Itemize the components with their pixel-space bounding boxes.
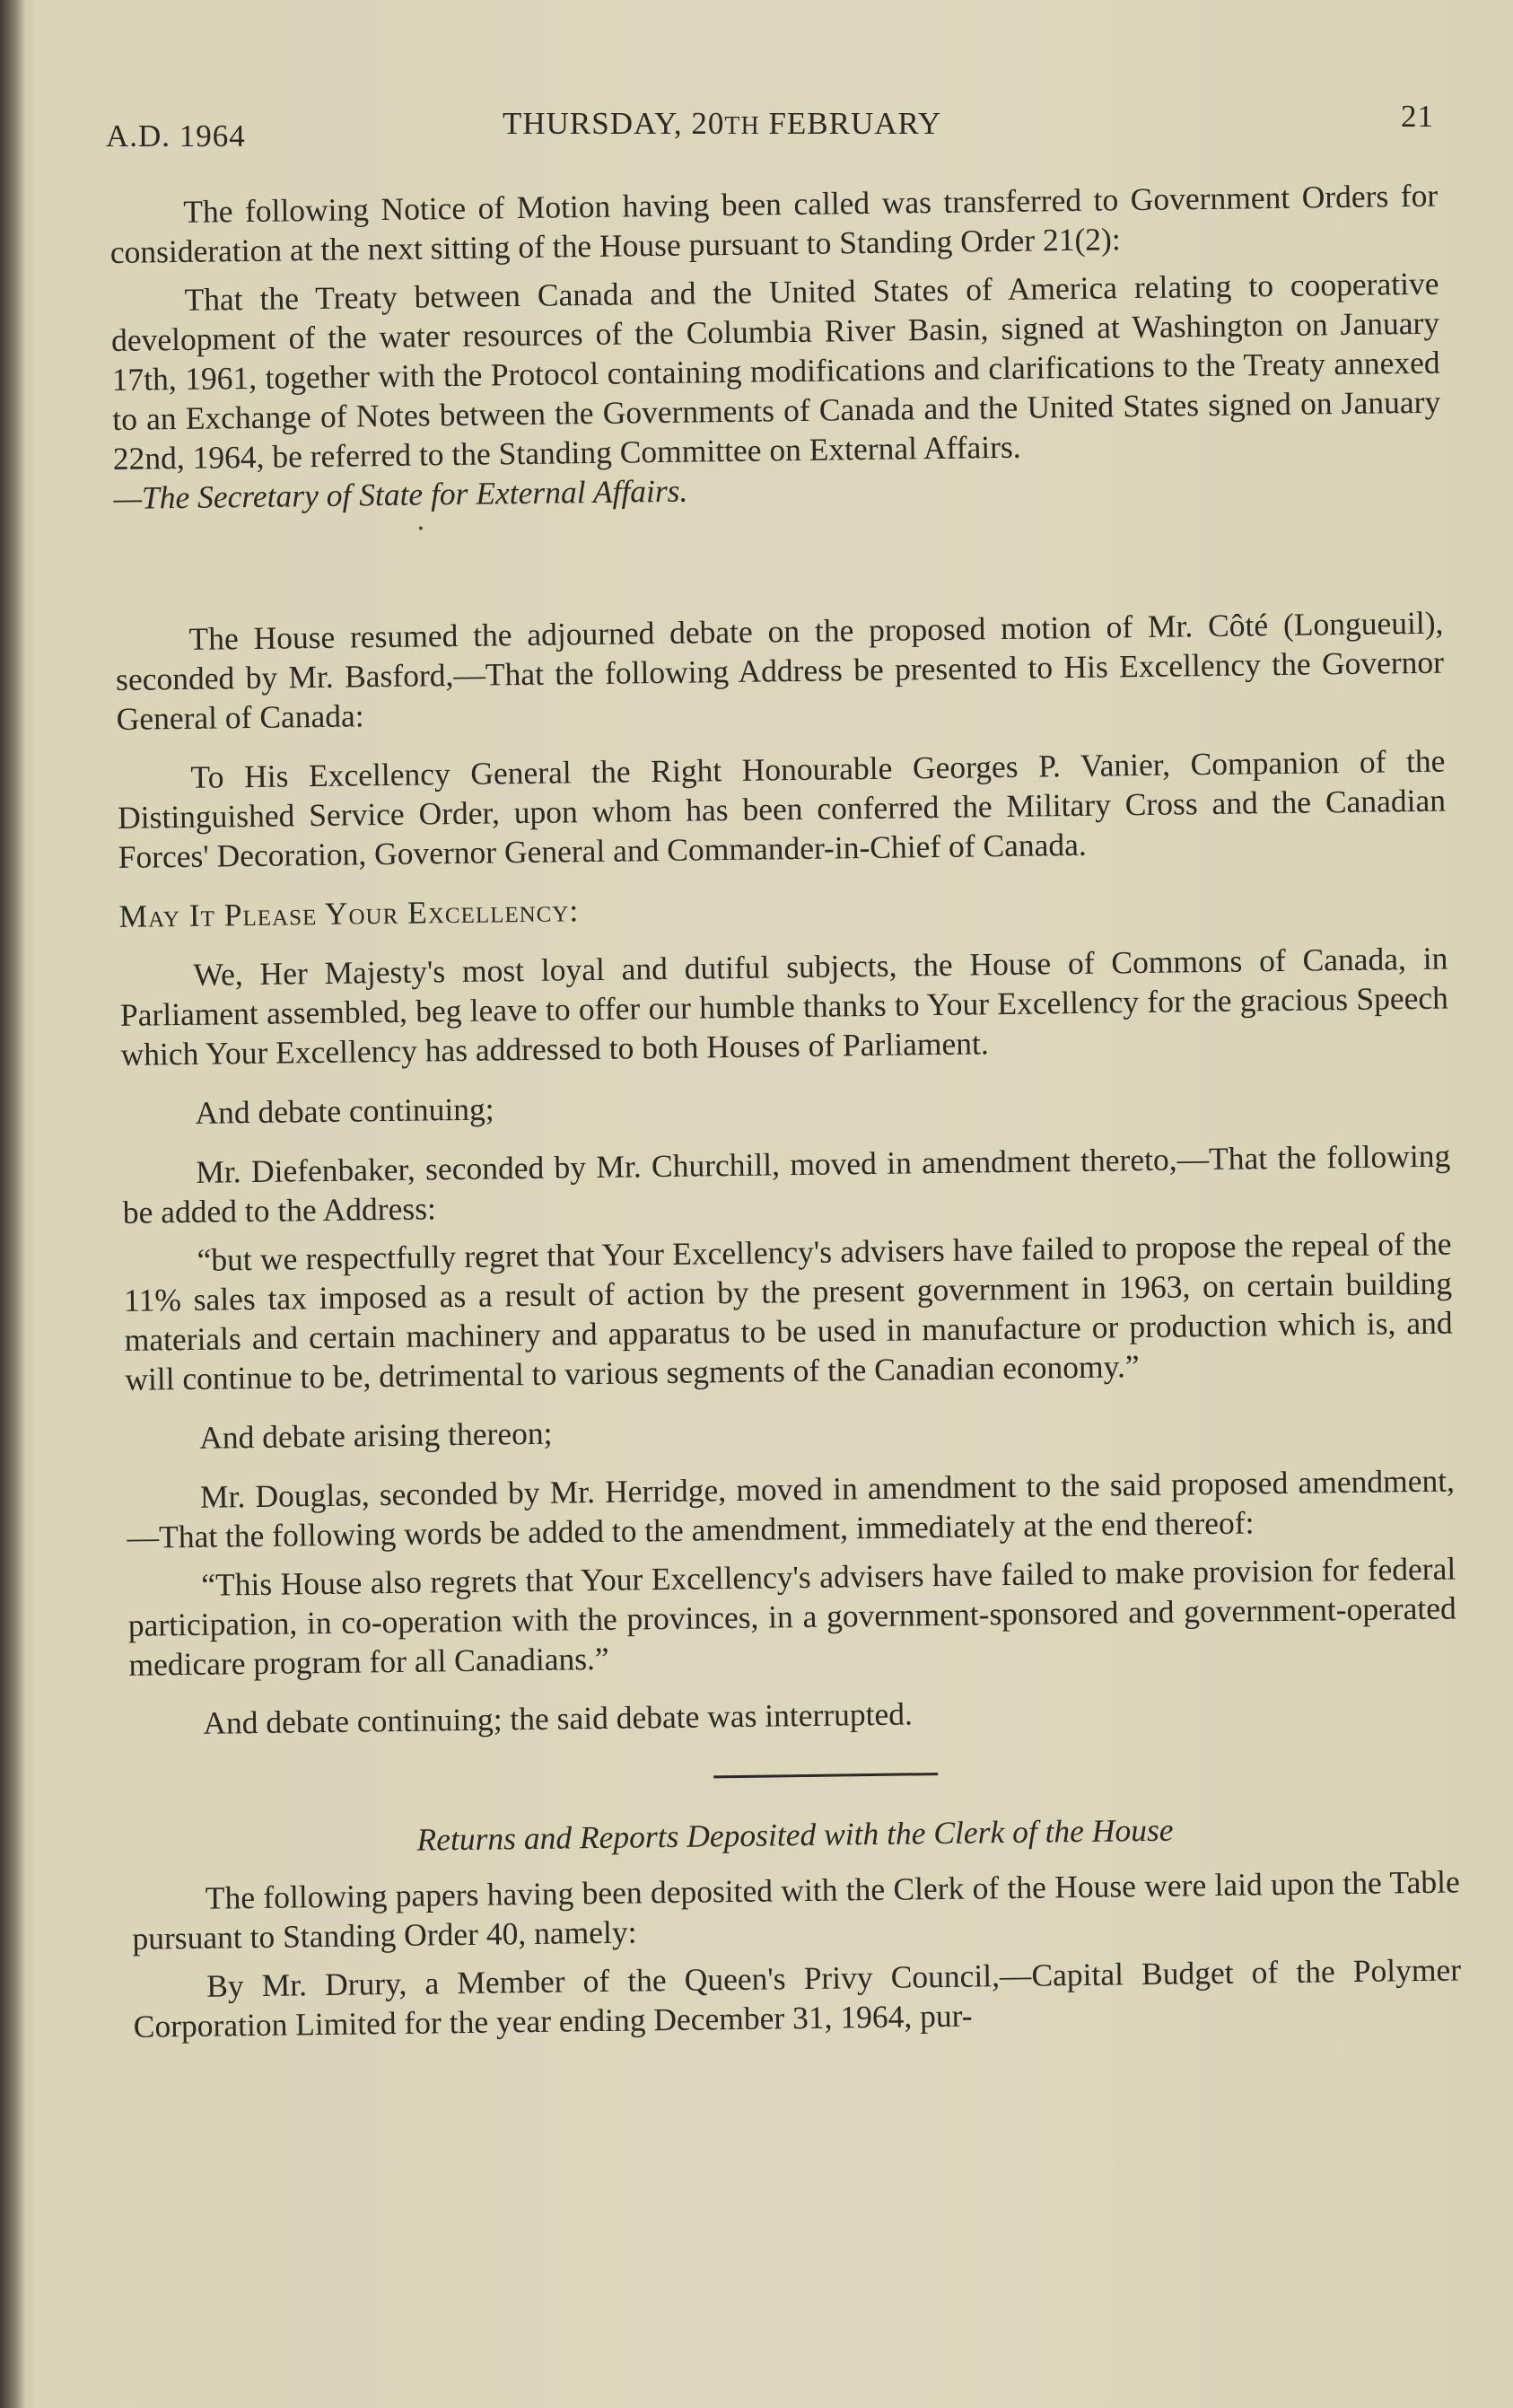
motion-signature: —The Secretary of State for External Affairs.: [113, 472, 688, 516]
adjourned-debate-paragraph: The House resumed the adjourned debate on the proposed motion of Mr. Côté (Longueuil), seconded by Mr. Basford,—That the following Address be presented to His Excellency the Governor General of Canada:: [115, 604, 1445, 737]
salutation: May It Please Your Excellency:: [118, 892, 580, 934]
header-date-suffix: TH: [724, 112, 760, 140]
section-divider: [713, 1773, 938, 1778]
address-to-governor-general: To His Excellency General the Right Honourable Georges P. Vanier, Companion of the Distinguished Service Order, upon whom has been conferred the Military Cross and the Canadian Forces' Decoration, Governor General and Commander-in-Chief of Canada.: [117, 742, 1447, 875]
treaty-motion-text: That the Treaty between Canada and the United States of America relating to cooperative development of the water resources of the Columbia River Basin, signed at Washington on January 17th, 1961, together with the Protocol containing modifications and clarifications to the Treaty annexed to an Exchange of Notes between the Governments of Canada and the United States signed on January 22nd, 1964, be referred to the Standing Committee on External Affairs.: [110, 265, 1441, 477]
diefenbaker-amendment-text: “but we respectfully regret that Your Excellency's advisers have failed to propose the repeal of the 11% sales tax imposed as a result of action by the present government in 1963, on certain building materials and certain machinery and apparatus to be used in manufacture or production which is, and will continue to be, detrimental to various segments of the Canadian economy.”: [123, 1225, 1453, 1397]
douglas-subamendment: Mr. Douglas, seconded by Mr. Herridge, moved in amendment to the said proposed amendment,—That the following words be added to the amendment, immediately at the end thereof:: [127, 1462, 1456, 1555]
debate-arising: And debate arising thereon;: [198, 1414, 553, 1456]
address-body: We, Her Majesty's most loyal and dutiful subjects, the House of Commons of Canada, in Parliament assembled, beg leave to offer our humble thanks to Your Excellency for the gracious Speech which Your Excellency has addressed to both Houses of Parliament.: [119, 940, 1449, 1073]
debate-interrupted: And debate continuing; the said debate was interrupted.: [203, 1695, 914, 1741]
diefenbaker-amendment: Mr. Diefenbaker, seconded by Mr. Churchill, moved in amendment thereto,—That the following be added to the Address:: [122, 1137, 1451, 1230]
journal-body: [109, 176, 1462, 2046]
section-title: Returns and Reports Deposited with the Clerk of the House: [416, 1811, 1174, 1858]
drury-paper: By Mr. Drury, a Member of the Queen's Privy Council,—Capital Budget of the Polymer Corporation Limited for the year ending December 31, 1964, pur-: [133, 1951, 1462, 2045]
page-header: [106, 99, 1434, 160]
debate-continuing-1: And debate continuing;: [195, 1090, 494, 1131]
notice-of-motion-intro: The following Notice of Motion having been called was transferred to Government Orders for consideration at the next sitting of the House pursuant to Standing Order 21(2):: [109, 177, 1439, 270]
book-spine-shadow: [0, 0, 25, 2408]
header-date-main: THURSDAY, 20: [503, 106, 725, 141]
header-date-month: FEBRUARY: [759, 106, 942, 141]
header-year: A.D. 1964: [106, 118, 246, 153]
header-date: [503, 106, 941, 142]
papers-deposited-intro: The following papers having been deposited with the Clerk of the House were laid upon the Table pursuant to Standing Order 40, namely:: [132, 1863, 1461, 1957]
douglas-subamendment-text: “This House also regrets that Your Excellency's advisers have failed to make provision for federal participation, in co-operation with the provinces, in a government-sponsored and government-operated medicare program for all Canadians.”: [127, 1550, 1457, 1683]
page-number: 21: [1401, 99, 1434, 134]
